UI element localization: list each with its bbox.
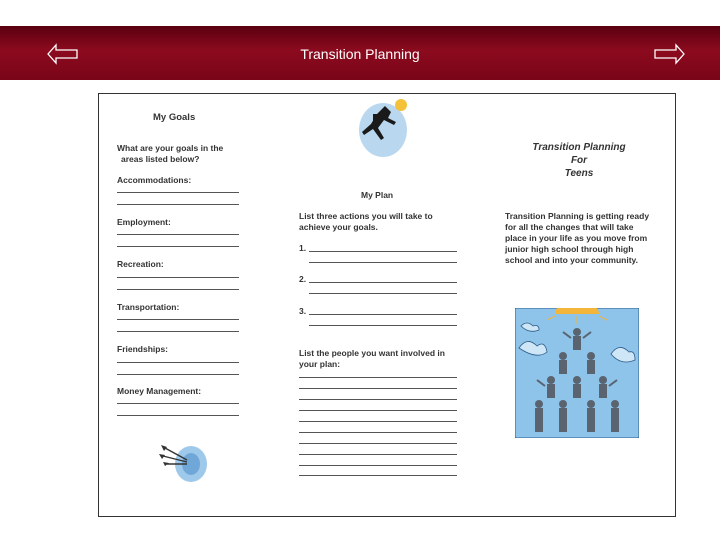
- cover-title-line3: Teens: [564, 168, 594, 179]
- goals-prompt-line2: areas listed below?: [121, 154, 200, 164]
- plan-people-line1: List the people you want involved in: [299, 348, 445, 358]
- cover-body-line: for all the changes that will take: [505, 222, 634, 232]
- goal-line[interactable]: [117, 246, 239, 247]
- plan-action-line[interactable]: [309, 262, 457, 263]
- plan-item-number: 3.: [299, 306, 307, 316]
- people-line[interactable]: [299, 399, 457, 400]
- goal-label-employment: Employment:: [117, 217, 171, 227]
- goals-panel: [99, 94, 269, 516]
- goal-line[interactable]: [117, 403, 239, 404]
- plan-action-line[interactable]: [309, 325, 457, 326]
- plan-action-line[interactable]: [309, 251, 457, 252]
- cover-panel: [469, 94, 675, 516]
- cover-body-line: Transition Planning is getting ready: [505, 211, 650, 221]
- plan-item-number: 1.: [299, 243, 307, 253]
- cover-body-line: school and into your community.: [505, 255, 639, 265]
- goal-line[interactable]: [117, 362, 239, 363]
- plan-people-line2: your plan:: [299, 359, 341, 369]
- goal-label-transportation: Transportation:: [117, 302, 180, 312]
- forward-arrow-icon[interactable]: [652, 42, 686, 66]
- goal-line[interactable]: [117, 415, 239, 416]
- plan-instruction-line2: achieve your goals.: [299, 222, 378, 232]
- goal-line[interactable]: [117, 289, 239, 290]
- page-title: Transition Planning: [300, 46, 420, 62]
- cover-body-line: place in your life as you move from: [505, 233, 648, 243]
- plan-action-line[interactable]: [309, 282, 457, 283]
- people-line[interactable]: [299, 443, 457, 444]
- goal-line[interactable]: [117, 319, 239, 320]
- running-person-icon: [357, 96, 415, 158]
- goal-label-accommodations: Accommodations:: [117, 175, 192, 185]
- goal-label-recreation: Recreation:: [117, 259, 164, 269]
- goal-line[interactable]: [117, 331, 239, 332]
- goal-line[interactable]: [117, 277, 239, 278]
- goal-label-money-management: Money Management:: [117, 386, 202, 396]
- people-line[interactable]: [299, 475, 457, 476]
- plan-action-line[interactable]: [309, 314, 457, 315]
- people-line[interactable]: [299, 432, 457, 433]
- people-line[interactable]: [299, 377, 457, 378]
- goal-label-friendships: Friendships:: [117, 344, 169, 354]
- plan-heading: My Plan: [361, 190, 394, 200]
- plan-panel: [269, 94, 469, 516]
- people-line[interactable]: [299, 454, 457, 455]
- cover-title-line1: Transition Planning: [532, 142, 626, 153]
- human-pyramid-icon: [515, 308, 639, 438]
- people-line[interactable]: [299, 421, 457, 422]
- arrows-bullseye-icon: [157, 436, 213, 486]
- people-line[interactable]: [299, 410, 457, 411]
- cover-title-line2: For: [570, 155, 588, 166]
- header-bar: [0, 26, 720, 80]
- plan-action-line[interactable]: [309, 293, 457, 294]
- goal-line[interactable]: [117, 204, 239, 205]
- goals-prompt-line1: What are your goals in the: [117, 143, 224, 153]
- people-line[interactable]: [299, 388, 457, 389]
- goal-line[interactable]: [117, 234, 239, 235]
- plan-item-number: 2.: [299, 274, 307, 284]
- people-line[interactable]: [299, 465, 457, 466]
- plan-instruction-line1: List three actions you will take to: [299, 211, 433, 221]
- goal-line[interactable]: [117, 192, 239, 193]
- goal-line[interactable]: [117, 374, 239, 375]
- cover-body-line: junior high school through high: [505, 244, 634, 254]
- goals-heading: My Goals: [153, 112, 196, 123]
- brochure-document: [98, 93, 676, 517]
